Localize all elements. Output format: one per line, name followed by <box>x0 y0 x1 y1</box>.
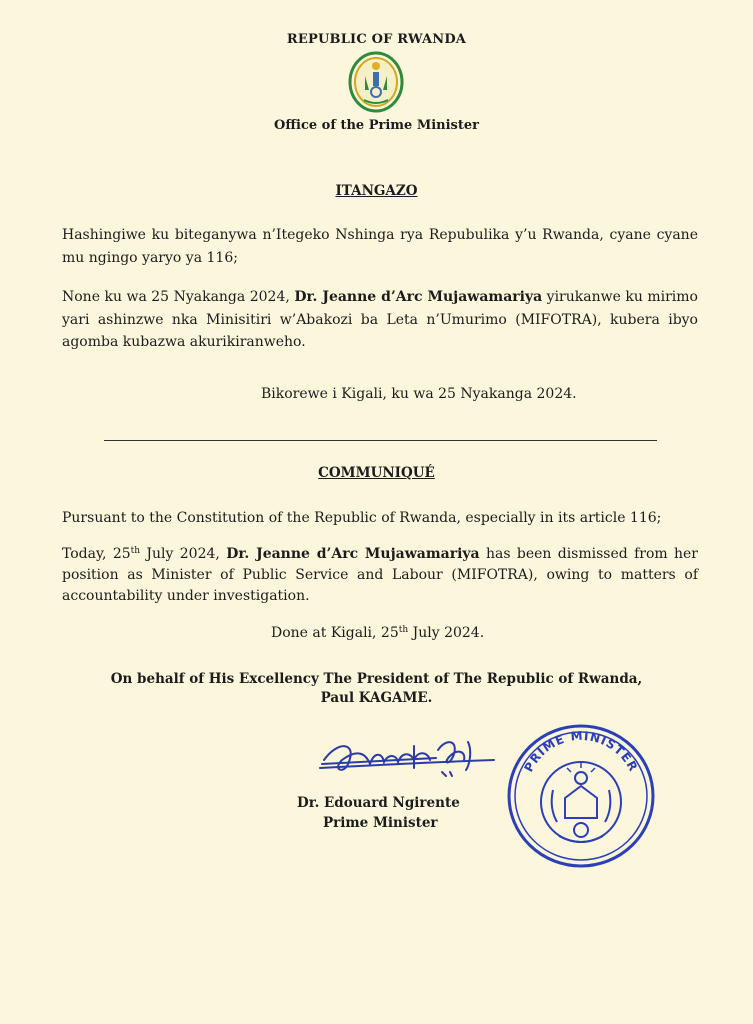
en-done-after: July 2024. <box>408 625 485 641</box>
kin-p2-before: None ku wa 25 Nyakanga 2024, <box>62 289 295 305</box>
itangazo-title: ITANGAZO <box>335 183 418 199</box>
kinyarwanda-paragraph-1: Hashingiwe ku biteganywa n’Itegeko Nshinga rya Repubulika y’u Rwanda, cyane cyane mu ngingo yaryo ya 116; <box>62 227 698 266</box>
english-done-line <box>271 625 484 641</box>
signer-title: Prime Minister <box>323 815 438 831</box>
coat-of-arms-icon <box>347 50 405 114</box>
en-done-sup: th <box>398 625 409 635</box>
behalf-line-1: On behalf of His Excellency The President of The Republic of Rwanda, <box>110 671 643 687</box>
prime-minister-stamp <box>505 718 657 870</box>
handwritten-signature <box>318 730 498 786</box>
kin-p2-name: Dr. Jeanne d’Arc Mujawamariya <box>294 289 543 305</box>
kin-p2-after: yirukanwe ku mirimo yari ashinzwe nka Minisitiri w’Abakozi ba Leta n’Umurimo (MIFOTRA), kubera ibyo agomba kubazwa akurikiranweho. <box>62 289 698 350</box>
section-divider <box>104 440 657 441</box>
en-p2-today: Today, 25 <box>62 546 131 562</box>
kinyarwanda-done-line: Bikorewe i Kigali, ku wa 25 Nyakanga 2024. <box>261 386 577 402</box>
english-paragraph-1: Pursuant to the Constitution of the Republic of Rwanda, especially in its article 116; <box>62 510 662 526</box>
english-paragraph-2 <box>62 544 698 607</box>
office-heading: Office of the Prime Minister <box>274 118 479 133</box>
kinyarwanda-paragraph-2 <box>62 286 698 354</box>
en-p2-after: has been dismissed from her position as Minister of Public Service and Labour (MIFOTRA), owing to matters of accountability under investigation. <box>62 546 698 604</box>
en-p2-date-rest: July 2024, <box>140 546 227 562</box>
behalf-line-2: Paul KAGAME. <box>320 690 433 706</box>
republic-heading: REPUBLIC OF RWANDA <box>286 32 467 47</box>
en-p2-name: Dr. Jeanne d’Arc Mujawamariya <box>226 546 480 562</box>
svg-text:PRIME MINISTER: PRIME MINISTER <box>521 728 641 775</box>
en-done-before: Done at Kigali, 25 <box>271 625 399 641</box>
signer-name: Dr. Edouard Ngirente <box>297 795 460 811</box>
communique-title: COMMUNIQUÉ <box>318 465 435 481</box>
en-p2-sup: th <box>130 546 141 556</box>
